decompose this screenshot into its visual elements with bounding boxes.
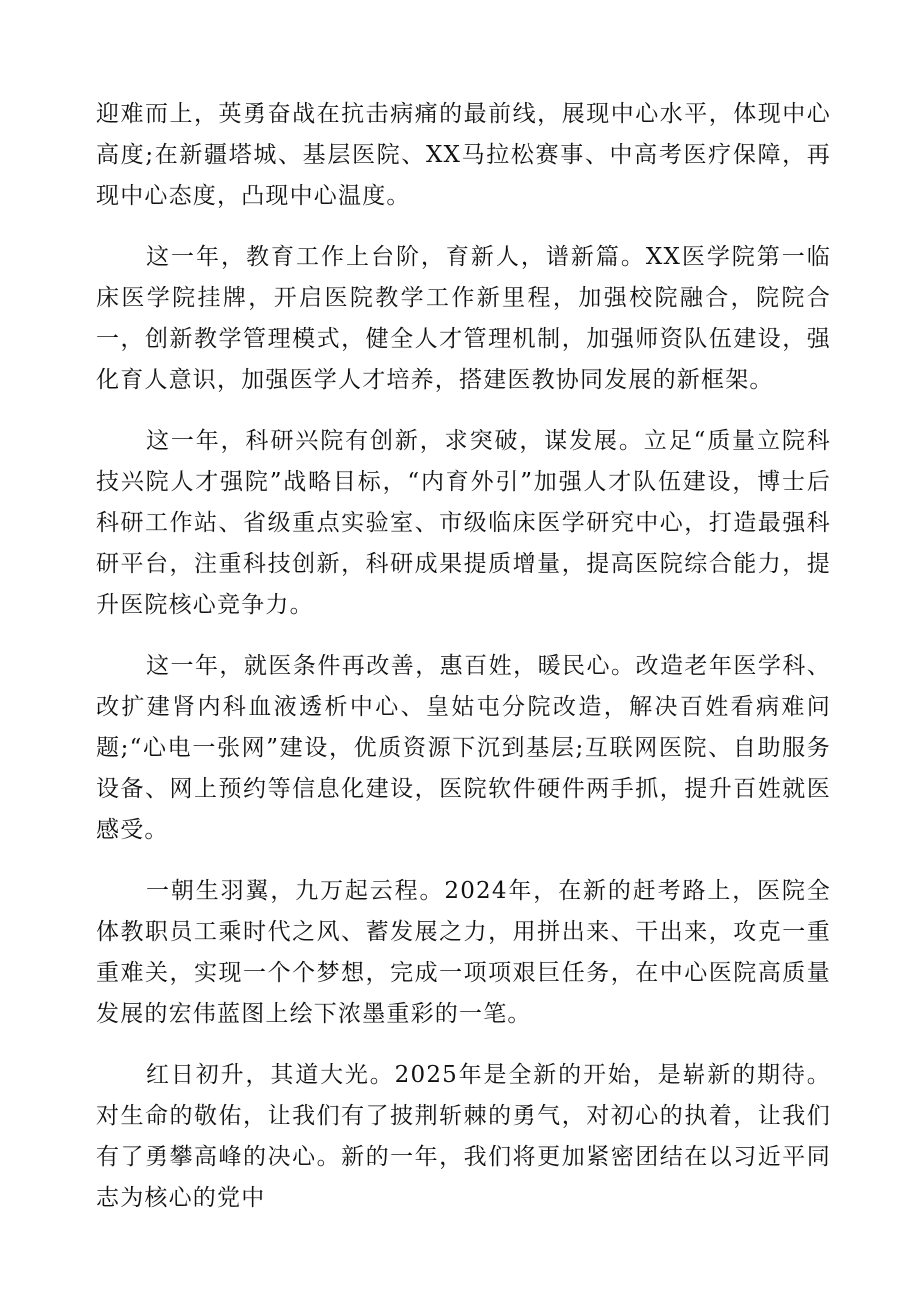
paragraph-5: 一朝生羽翼，九万起云程。2024年，在新的赶考路上，医院全体教职员工乘时代之风、蓄发展之力，用拼出来、干出来，攻克一重重难关，实现一个个梦想，完成一项项艰巨任务，在中心医院高质量发展的宏伟蓝图上绘下浓墨重彩的一笔。 <box>96 878 831 1027</box>
paragraph-3: 这一年，科研兴院有创新，求突破，谋发展。立足“质量立院科技兴院人才强院”战略目标，“内育外引”加强人才队伍建设，博士后科研工作站、省级重点实验室、市级临床医学研究中心，打造最强科研平台，注重科技创新，科研成果提质增量，提高医院综合能力，提升医院核心竞争力。 <box>96 428 831 618</box>
paragraph-2: 这一年，教育工作上台阶，育新人，谱新篇。XX医学院第一临床医学院挂牌，开启医院教学工作新里程，加强校院融合，院院合一，创新教学管理模式，健全人才管理机制，加强师资队伍建设，强化育人意识，加强医学人才培养，搭建医教协同发展的新框架。 <box>96 244 831 393</box>
paragraph-6: 红日初升，其道大光。2025年是全新的开始，是崭新的期待。对生命的敬佑，让我们有了披荆斩棘的勇气，对初心的执着，让我们有了勇攀高峰的决心。新的一年，我们将更加紧密团结在以习近平同志为核心的党中 <box>96 1062 831 1211</box>
paragraph-4: 这一年，就医条件再改善，惠百姓，暖民心。改造老年医学科、改扩建肾内科血液透析中心、皇姑屯分院改造，解决百姓看病难问题;“心电一张网”建设，优质资源下沉到基层;互联网医院、自助服务设备、网上预约等信息化建设，医院软件硬件两手抓，提升百姓就医感受。 <box>96 653 831 843</box>
document-page <box>96 94 831 1239</box>
paragraph-1: 迎难而上，英勇奋战在抗击病痛的最前线，展现中心水平，体现中心高度;在新疆塔城、基层医院、XX马拉松赛事、中高考医疗保障，再现中心态度，凸现中心温度。 <box>96 101 831 209</box>
